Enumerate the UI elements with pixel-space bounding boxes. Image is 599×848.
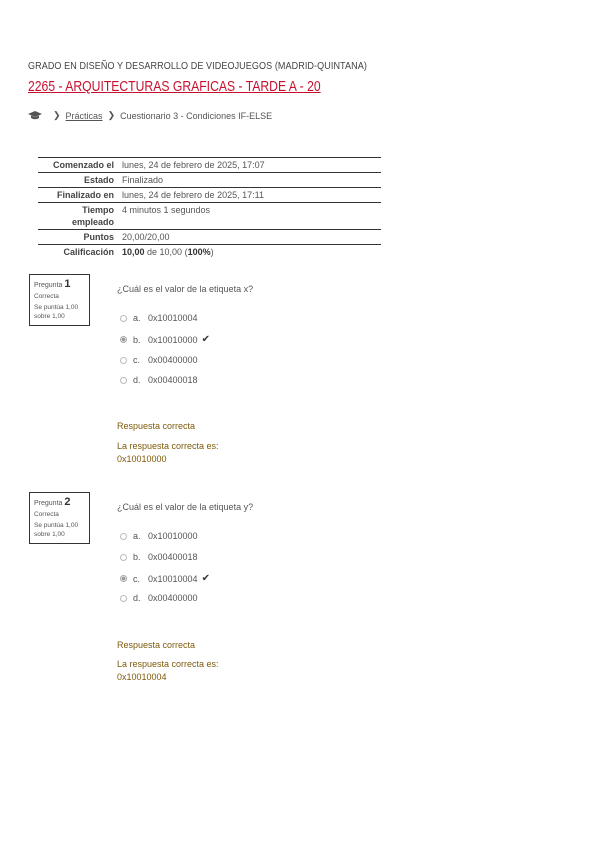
radio-button[interactable] xyxy=(120,315,127,322)
radio-button[interactable] xyxy=(120,595,127,602)
option-text: 0x00400000 xyxy=(148,593,198,603)
check-icon: ✔ xyxy=(201,334,210,345)
right-answer-label-2: La respuesta correcta es: xyxy=(117,659,219,669)
option-2b[interactable] xyxy=(120,552,198,562)
feedback-2: Respuesta correcta xyxy=(117,640,196,650)
breadcrumb xyxy=(28,110,272,121)
question-grade: Se puntúa 1,00 sobre 1,00 xyxy=(34,522,79,538)
summary-row-points xyxy=(38,230,381,245)
summary-value: Finalizado xyxy=(122,175,164,185)
right-answer-label-1: La respuesta correcta es: xyxy=(117,441,219,451)
summary-label: Finalizado en xyxy=(56,190,114,200)
summary-label: Calificación xyxy=(63,247,114,257)
summary-row-state xyxy=(38,173,381,188)
chevron-right-icon: ❯ xyxy=(53,110,61,120)
summary-label: Estado xyxy=(83,175,114,185)
option-letter: c. xyxy=(133,355,141,365)
radio-button[interactable] xyxy=(120,377,127,384)
option-text: 0x10010004 xyxy=(148,573,198,584)
option-text: 0x00400018 xyxy=(148,375,198,385)
option-text: 0x00400018 xyxy=(148,552,198,562)
question-number-value: 2 xyxy=(64,496,71,508)
radio-button-selected[interactable] xyxy=(120,336,127,343)
option-letter: b. xyxy=(133,552,141,562)
summary-label: Tiempo empleado xyxy=(71,205,114,227)
radio-button[interactable] xyxy=(120,533,127,540)
attempt-summary xyxy=(38,157,381,259)
question-label: Pregunta xyxy=(34,500,63,507)
feedback-1: Respuesta correcta xyxy=(117,421,196,431)
summary-value: 4 minutos 1 segundos xyxy=(122,205,211,215)
summary-value: 20,00/20,00 xyxy=(122,232,170,242)
grade-value: 10,00 xyxy=(122,247,145,257)
summary-label: Comenzado el xyxy=(52,160,114,170)
question-info-2 xyxy=(29,492,90,544)
option-2c[interactable] xyxy=(120,573,210,584)
option-text: 0x10010004 xyxy=(148,313,198,323)
check-icon: ✔ xyxy=(201,573,210,584)
grade-close: ) xyxy=(210,247,214,257)
summary-row-started xyxy=(38,157,381,173)
option-text: 0x00400000 xyxy=(148,355,198,365)
question-text-1: ¿Cuál es el valor de la etiqueta x? xyxy=(117,284,254,294)
course-title-link[interactable]: 2265 - ARQUITECTURAS GRAFICAS - TARDE A - 20 xyxy=(28,79,321,95)
option-letter: d. xyxy=(133,593,141,603)
radio-button-selected[interactable] xyxy=(120,575,127,582)
summary-row-time xyxy=(38,203,381,230)
summary-label: Puntos xyxy=(83,232,114,242)
question-status: Correcta xyxy=(34,293,59,300)
question-number-value: 1 xyxy=(64,278,71,290)
summary-value: lunes, 24 de febrero de 2025, 17:11 xyxy=(122,190,264,200)
summary-value: lunes, 24 de febrero de 2025, 17:07 xyxy=(122,160,265,170)
question-grade: Se puntúa 1,00 sobre 1,00 xyxy=(34,304,79,320)
summary-row-finished xyxy=(38,188,381,203)
question-text-2: ¿Cuál es el valor de la etiqueta y? xyxy=(117,502,254,512)
radio-button[interactable] xyxy=(120,357,127,364)
radio-button[interactable] xyxy=(120,554,127,561)
summary-value xyxy=(122,246,381,258)
right-answer-2: 0x10010004 xyxy=(117,672,167,682)
option-1c[interactable] xyxy=(120,355,198,365)
question-info-1 xyxy=(29,274,90,326)
grade-max: de 10,00 ( xyxy=(144,247,188,257)
summary-row-grade xyxy=(38,245,381,259)
graduation-cap-icon[interactable] xyxy=(28,111,42,121)
chevron-right-icon: ❯ xyxy=(107,110,116,120)
breadcrumb-practicas[interactable]: Prácticas xyxy=(65,110,103,121)
question-number xyxy=(34,496,85,508)
option-2d[interactable] xyxy=(120,593,198,603)
option-1b[interactable] xyxy=(120,334,210,345)
grade-percent: 100% xyxy=(187,247,211,257)
option-1a[interactable] xyxy=(120,313,198,323)
question-label: Pregunta xyxy=(34,282,63,289)
question-status: Correcta xyxy=(34,511,59,518)
option-letter: b. xyxy=(133,334,141,345)
option-letter: a. xyxy=(133,313,141,323)
option-text: 0x10010000 xyxy=(148,531,198,541)
option-letter: a. xyxy=(133,531,141,541)
program-title: GRADO EN DISEÑO Y DESARROLLO DE VIDEOJUEGOS (MADRID-QUINTANA) xyxy=(28,60,367,72)
option-letter: d. xyxy=(133,375,141,385)
option-1d[interactable] xyxy=(120,375,198,385)
right-answer-1: 0x10010000 xyxy=(117,454,167,464)
breadcrumb-current: Cuestionario 3 - Condiciones IF-ELSE xyxy=(120,110,273,121)
option-2a[interactable] xyxy=(120,531,198,541)
option-text: 0x10010000 xyxy=(148,334,198,345)
question-number xyxy=(34,278,85,290)
option-letter: c. xyxy=(133,573,141,584)
